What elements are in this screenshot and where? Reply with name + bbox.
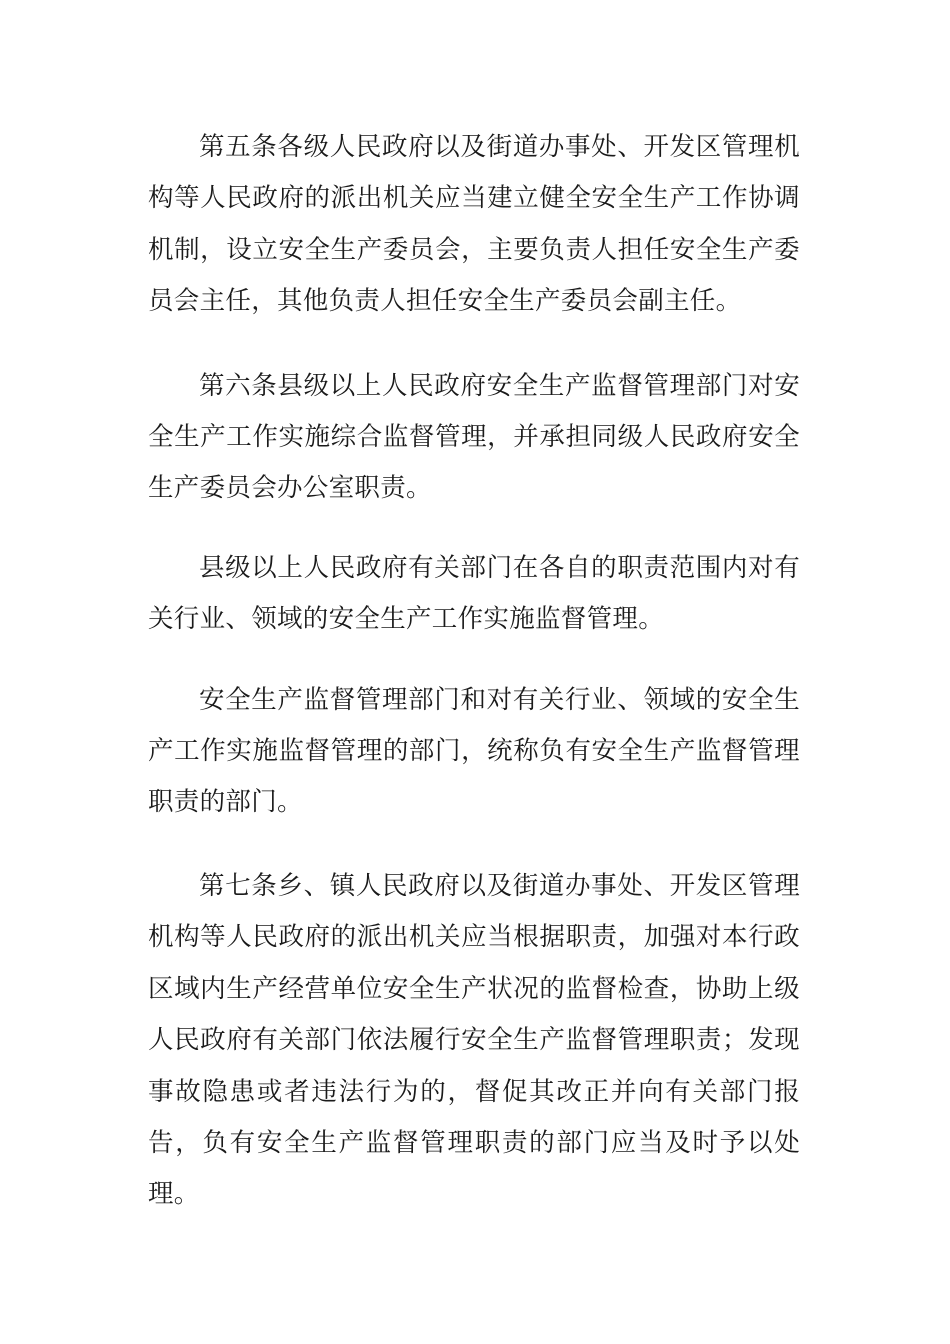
paragraph-article-6-definition: 安全生产监督管理部门和对有关行业、领域的安全生产工作实施监督管理的部门，统称负有安全生产监督管理职责的部门。 [148,684,800,818]
paragraph-article-6: 第六条县级以上人民政府安全生产监督管理部门对安全生产工作实施综合监督管理，并承担同级人民政府安全生产委员会办公室职责。 [148,370,800,504]
document-page [148,122,800,1251]
paragraph-article-7: 第七条乡、镇人民政府以及街道办事处、开发区管理机构等人民政府的派出机关应当根据职责，加强对本行政区域内生产经营单位安全生产状况的监督检查，协助上级人民政府有关部门依法履行安全生产监督管理职责；发现事故隐患或者违法行为的，督促其改正并向有关部门报告，负有安全生产监督管理职责的部门应当及时予以处理。 [148,870,800,1210]
paragraph-article-6-departments: 县级以上人民政府有关部门在各自的职责范围内对有关行业、领域的安全生产工作实施监督管理。 [148,552,800,635]
paragraph-article-5: 第五条各级人民政府以及街道办事处、开发区管理机构等人民政府的派出机关应当建立健全安全生产工作协调机制，设立安全生产委员会，主要负责人担任安全生产委员会主任，其他负责人担任安全生产委员会副主任。 [148,132,800,317]
